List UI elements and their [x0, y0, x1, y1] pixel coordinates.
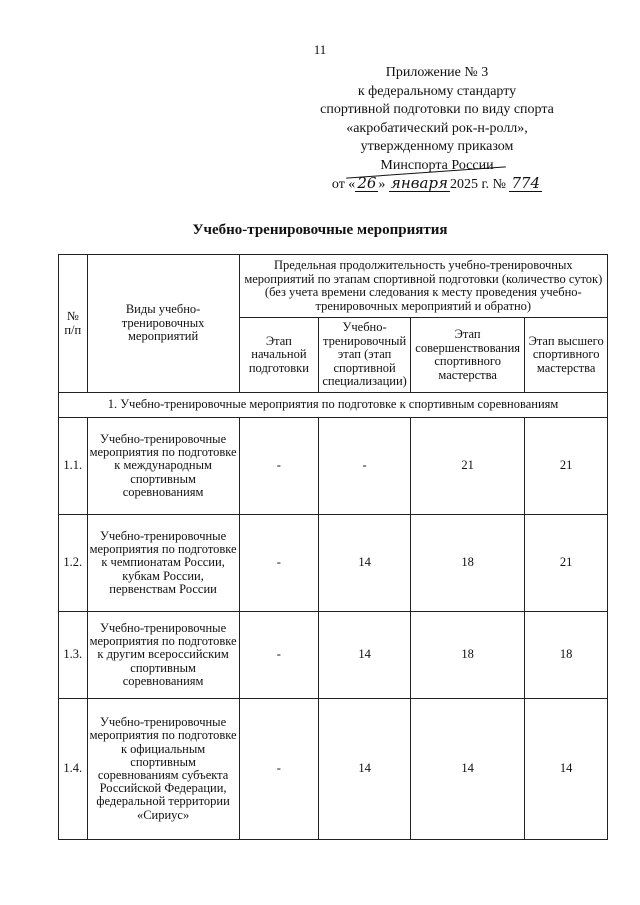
row-value: 18: [525, 612, 608, 699]
table-row: [59, 515, 608, 612]
section-row: [59, 393, 608, 418]
ministry-line: [292, 157, 582, 176]
date-month: января: [390, 174, 448, 192]
row-kind: Учебно-тренировочные мероприятия по подготовке к чемпионатам России, кубкам России, первенствам России: [87, 515, 239, 612]
appendix-line: спортивной подготовки по виду спорта: [320, 102, 554, 117]
events-table: [58, 254, 608, 840]
header-kind: Виды учебно-тренировочных мероприятий: [87, 255, 239, 393]
row-num: 1.4.: [59, 699, 88, 840]
row-value: -: [239, 699, 319, 840]
row-value: -: [239, 612, 319, 699]
row-num: 1.1.: [59, 418, 88, 515]
table-row: [59, 699, 608, 840]
row-value: 14: [319, 612, 411, 699]
row-num: 1.2.: [59, 515, 88, 612]
header-stage-3: Этап совершенствования спортивного мастерства: [411, 318, 525, 393]
appendix-header: [292, 64, 582, 195]
header-stage-4: Этап высшего спортивного мастерства: [525, 318, 608, 393]
row-value: 14: [525, 699, 608, 840]
row-value: 14: [411, 699, 525, 840]
header-row: [59, 255, 608, 318]
row-num: 1.3.: [59, 612, 88, 699]
page-title: Учебно-тренировочные мероприятия: [192, 222, 448, 238]
row-value: -: [239, 418, 319, 515]
order-number: 774: [511, 174, 541, 192]
row-value: -: [319, 418, 411, 515]
section-title: 1. Учебно-тренировочные мероприятия по подготовке к спортивным соревнованиям: [59, 393, 608, 418]
order-date-line: [292, 175, 582, 195]
date-prefix: от «: [331, 177, 356, 192]
row-kind: Учебно-тренировочные мероприятия по подготовке к официальным спортивным соревнованиям субъекта Российской Федерации, федеральной территории «Сириус»: [87, 699, 239, 840]
row-value: -: [239, 515, 319, 612]
header-num: № п/п: [59, 255, 88, 393]
row-value: 14: [319, 515, 411, 612]
row-value: 14: [319, 699, 411, 840]
date-year: 2025 г. №: [449, 177, 506, 192]
row-value: 18: [411, 515, 525, 612]
appendix-line: утвержденному приказом: [360, 139, 514, 154]
row-value: 18: [411, 612, 525, 699]
appendix-line: к федеральному стандарту: [357, 83, 517, 99]
row-kind: Учебно-тренировочные мероприятия по подготовке к другим всероссийским спортивным соревнованиям: [87, 612, 239, 699]
date-day: 26: [357, 174, 377, 192]
date-mid: »: [378, 177, 389, 192]
row-value: 21: [525, 515, 608, 612]
row-value: 21: [411, 418, 525, 515]
page-number: 11: [313, 42, 327, 57]
header-stage-2: Учебно-тренировочный этап (этап спортивной специализации): [319, 318, 411, 393]
header-stage-1: Этап начальной подготовки: [239, 318, 319, 393]
appendix-line: «акробатический рок-н-ролл»,: [346, 120, 528, 136]
appendix-line: Минспорта России: [380, 157, 494, 173]
header-duration: Предельная продолжительность учебно-тренировочных мероприятий по этапам спортивной подготовки (количество суток) (без учета времени следования к месту проведения учебно-тренировочных мероприятий и обратно): [239, 255, 607, 318]
row-kind: Учебно-тренировочные мероприятия по подготовке к международным спортивным соревнованиям: [87, 418, 239, 515]
table-row: [59, 612, 608, 699]
row-value: 21: [525, 418, 608, 515]
appendix-line: Приложение № 3: [385, 65, 489, 80]
table-row: [59, 418, 608, 515]
